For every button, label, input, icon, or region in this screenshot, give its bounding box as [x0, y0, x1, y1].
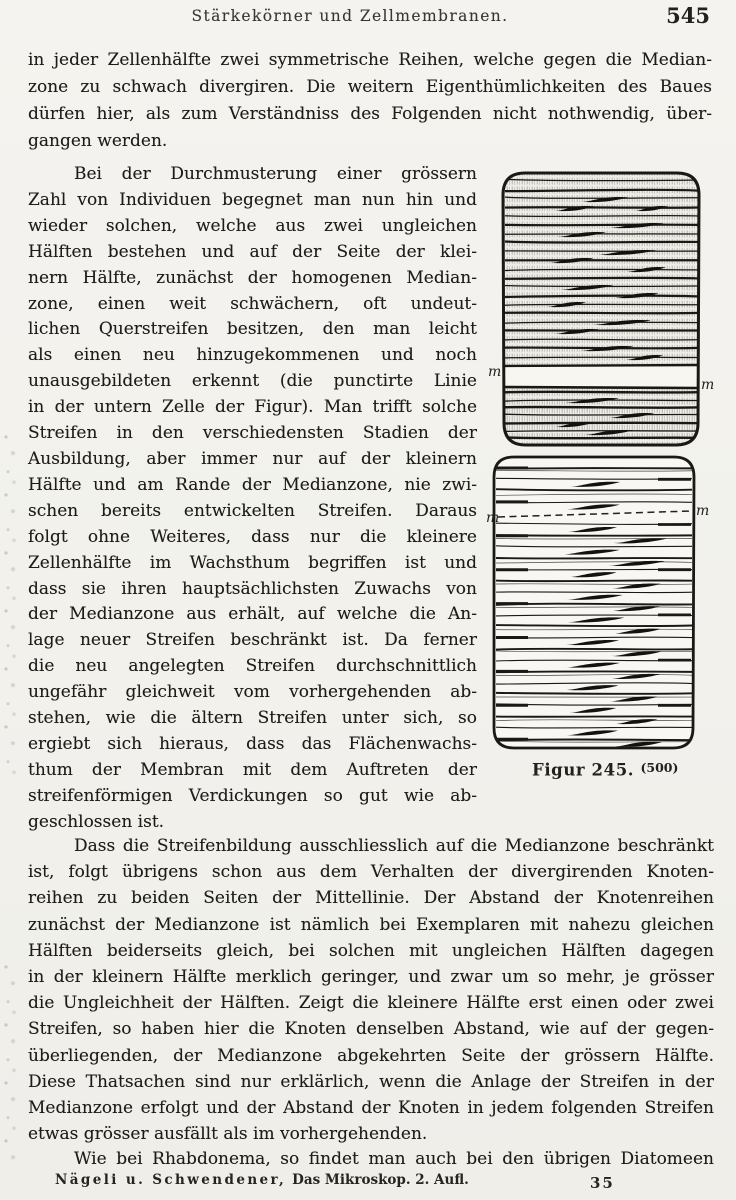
text-line: Wie bei Rhabdonema, so findet man auch bei den übrigen Diatomeen	[74, 1149, 714, 1169]
text-line: ungefähr gleichweit vom vorhergehenden ab-	[28, 682, 477, 703]
diatom-cells-drawing	[494, 173, 699, 748]
paragraph-left-column	[28, 162, 477, 836]
paragraph-rhabdonema	[28, 1146, 714, 1172]
sheet-signature-number: 35	[590, 1174, 615, 1192]
text-line: thum der Membran mit dem Auftreten der	[28, 759, 477, 780]
median-zone-label-left: m	[488, 364, 502, 380]
text-line: stehen, wie die ältern Streifen unter sich, so	[28, 708, 477, 729]
text-line: Zellenhälfte im Wachsthum begriffen ist und	[28, 552, 477, 573]
text-line: Ausbildung, aber immer nur auf der kleinern	[28, 448, 477, 469]
text-line: als einen neu hinzugekommenen und noch	[28, 345, 477, 366]
text-line: zunächst der Medianzone ist nämlich bei Exemplaren mit nahezu gleichen	[28, 914, 714, 935]
median-zone-band	[503, 366, 699, 387]
figure-245-illustration	[486, 168, 718, 784]
justified-lines	[28, 833, 714, 1121]
text-line: zone zu schwach divergiren. Die weitern Eigenthümlichkeiten des Baues	[28, 77, 712, 97]
text-line: Hälften beiderseits gleich, bei solchen mit ungleichen Hälften dagegen	[28, 940, 714, 961]
justified-lines	[28, 47, 712, 128]
text-line: überliegenden, der Medianzone abgekehrten Seite der grössern Hälfte.	[28, 1045, 714, 1066]
text-line: ist, folgt übrigens schon aus dem Verhalten der divergirenden Knoten-	[28, 862, 714, 883]
text-line: geschlossen ist.	[28, 811, 165, 832]
text-line: Streifen in den verschiedensten Stadien der	[28, 423, 477, 444]
text-line: gangen werden.	[28, 131, 168, 151]
text-line: lichen Querstreifen besitzen, den man leicht	[28, 319, 477, 340]
text-line: folgt ohne Weiteres, dass nur die kleinere	[28, 526, 477, 547]
text-line: reihen zu beiden Seiten der Mittellinie. Der Abstand der Knotenreihen	[28, 888, 714, 909]
figure-caption	[532, 760, 678, 780]
text-line: Hälfte und am Rande der Medianzone, nie zwi-	[28, 474, 477, 495]
text-line: in der kleinern Hälfte merklich geringer, und zwar um so mehr, je grösser	[28, 967, 714, 988]
scan-noise	[0, 960, 16, 1160]
text-line: Diese Thatsachen sind nur erklärlich, wenn die Anlage der Streifen in der	[28, 1071, 714, 1092]
text-line: die Ungleichheit der Hälften. Zeigt die kleinere Hälfte erst einen oder zwei	[28, 993, 714, 1014]
scan-noise	[0, 430, 20, 780]
text-line: Medianzone erfolgt und der Abstand der Knoten in jedem folgenden Streifen	[28, 1098, 714, 1119]
justified-lines	[28, 1146, 714, 1172]
text-line: Streifen, so haben hier die Knoten denselben Abstand, wie auf der gegen-	[28, 1019, 714, 1040]
text-line: in der untern Zelle der Figur). Man trifft solche	[28, 397, 477, 418]
text-line: Bei der Durchmusterung einer grössern	[74, 164, 477, 184]
text-line: nern Hälfte, zunächst der homogenen Median-	[28, 267, 477, 288]
median-zone-label-right: m	[701, 377, 715, 393]
footer-work: Das Mikroskop. 2. Aufl.	[292, 1172, 469, 1188]
paragraph-continuation	[28, 47, 712, 155]
text-line: streifenförmigen Verdickungen so gut wie ab-	[28, 785, 477, 806]
text-line: dass sie ihren hauptsächlichsten Zuwachs von	[28, 578, 477, 599]
page-number: 545	[666, 3, 710, 28]
text-line: wieder solchen, welche aus zwei ungleichen	[28, 215, 477, 236]
dashed-stripe-label-right: m	[696, 503, 710, 519]
figure-245	[486, 168, 726, 788]
text-line: lage neuer Streifen beschränkt ist. Da ferner	[28, 630, 477, 651]
upper-cell-interior	[503, 173, 699, 445]
paragraph-medianzone	[28, 833, 714, 1147]
text-line: unausgebildeten erkennt (die punctirte Linie	[28, 371, 477, 392]
running-header: Stärkekörner und Zellmembranen.	[191, 7, 509, 25]
text-line: in jeder Zellenhälfte zwei symmetrische Reihen, welche gegen die Median-	[28, 50, 712, 70]
lower-cell-interior	[494, 457, 694, 748]
text-line: Zahl von Individuen begegnet man nun hin und	[28, 189, 477, 210]
footer-imprint	[55, 1172, 469, 1188]
figure-magnification: (500)	[640, 760, 679, 775]
text-line: Hälften bestehen und auf der Seite der klei-	[28, 241, 477, 262]
text-line: zone, einen weit schwächern, oft undeut-	[28, 293, 477, 314]
text-line: schen bereits entwickelten Streifen. Daraus	[28, 500, 477, 521]
justified-lines	[28, 162, 477, 810]
text-line: etwas grösser ausfällt als im vorhergehenden.	[28, 1124, 428, 1145]
figure-caption-label: Figur 245.	[532, 760, 635, 780]
footer-author: Nägeli u. Schwendener,	[55, 1172, 287, 1188]
text-line: der Medianzone aus erhält, auf welche die An-	[28, 604, 477, 625]
text-line: die neu angelegten Streifen durchschnittlich	[28, 656, 477, 677]
text-line: dürfen hier, als zum Verständniss des Folgenden nicht nothwendig, über-	[28, 104, 712, 124]
text-line: Dass die Streifenbildung ausschliesslich auf die Medianzone beschränkt	[74, 836, 714, 856]
dashed-stripe-label-left: m	[486, 510, 500, 526]
text-line: ergiebt sich hieraus, dass das Flächenwachs-	[28, 733, 477, 754]
